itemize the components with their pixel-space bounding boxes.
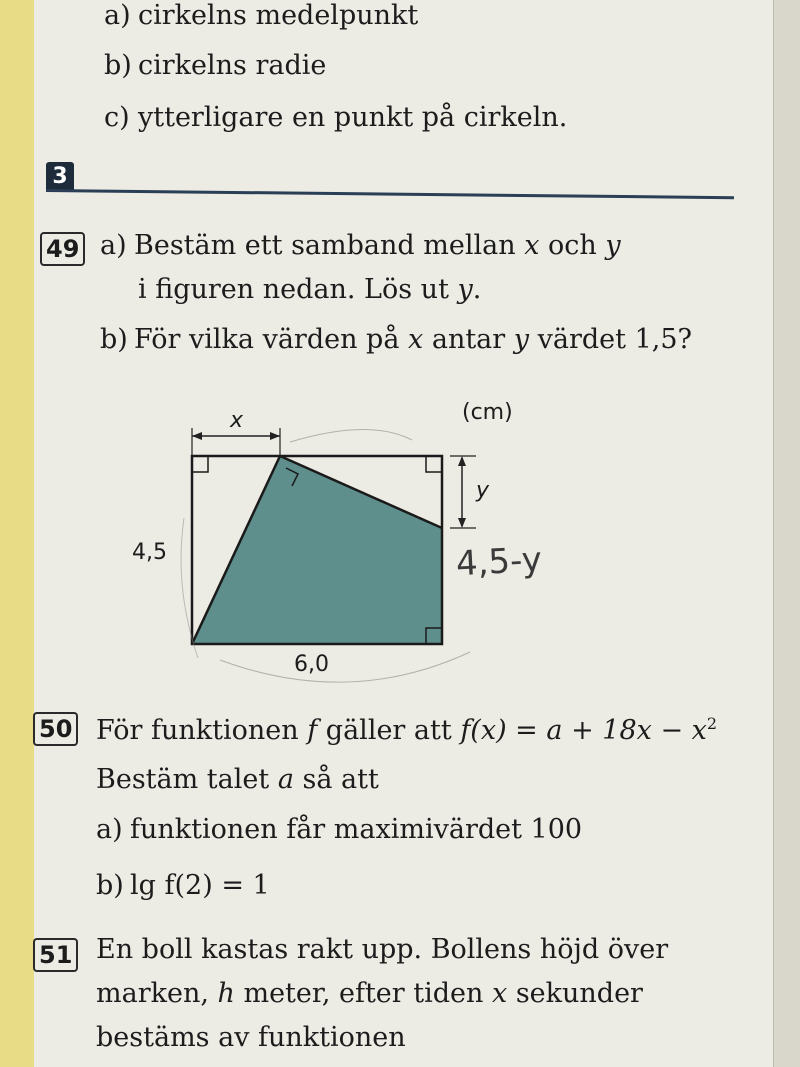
x-arrow-left xyxy=(192,432,202,440)
shaded-quadrilateral xyxy=(192,456,442,644)
problem-51-line2: marken, h meter, efter tiden x sekunder xyxy=(96,978,643,1009)
figure-y-label: y xyxy=(476,478,490,503)
figure-x-label: x xyxy=(230,408,244,433)
problem-49-b: b) För vilka värden på x antar y värdet 1,5? xyxy=(100,324,692,355)
prev-item-b: b) cirkelns radie xyxy=(104,50,327,81)
figure-unit-label: (cm) xyxy=(462,400,513,425)
problem-49-number: 49 xyxy=(40,232,85,266)
problem-49-a-line2: i figuren nedan. Lös ut y. xyxy=(138,274,482,305)
figure-height-label: 4,5 xyxy=(132,540,167,565)
problem-51-number: 51 xyxy=(33,938,78,972)
problem-51-line3: bestäms av funktionen xyxy=(96,1022,406,1053)
problem-49-a-line1: a) Bestäm ett samband mellan x och y xyxy=(100,230,621,261)
prev-item-a: a) cirkelns medelpunkt xyxy=(104,0,419,31)
section-badge: 3 xyxy=(46,162,74,192)
figure-width-label: 6,0 xyxy=(294,652,329,677)
section-divider xyxy=(46,189,734,199)
problem-50-a: a) funktionen får maximivärdet 100 xyxy=(96,814,583,845)
problem-50-line1: För funktionen f gäller att $f(x) = a + 18x - x^2$ xyxy=(96,714,718,746)
problem-51-line1: En boll kastas rakt upp. Bollens höjd över xyxy=(96,934,669,965)
page-edge xyxy=(773,0,800,1067)
handwritten-note: 4,5-y xyxy=(455,539,543,585)
problem-50-line2: Bestäm talet a så att xyxy=(96,764,379,795)
problem-50-b: b) lg f(2) = 1 xyxy=(96,870,270,901)
prev-item-c: c) ytterligare en punkt på cirkeln. xyxy=(104,102,568,133)
problem-49-figure xyxy=(180,398,500,688)
x-arrow-right xyxy=(270,432,280,440)
right-angle-top-left xyxy=(192,456,208,472)
right-angle-top-right xyxy=(426,456,442,472)
page-spine xyxy=(0,0,34,1067)
problem-50-number: 50 xyxy=(33,712,78,746)
